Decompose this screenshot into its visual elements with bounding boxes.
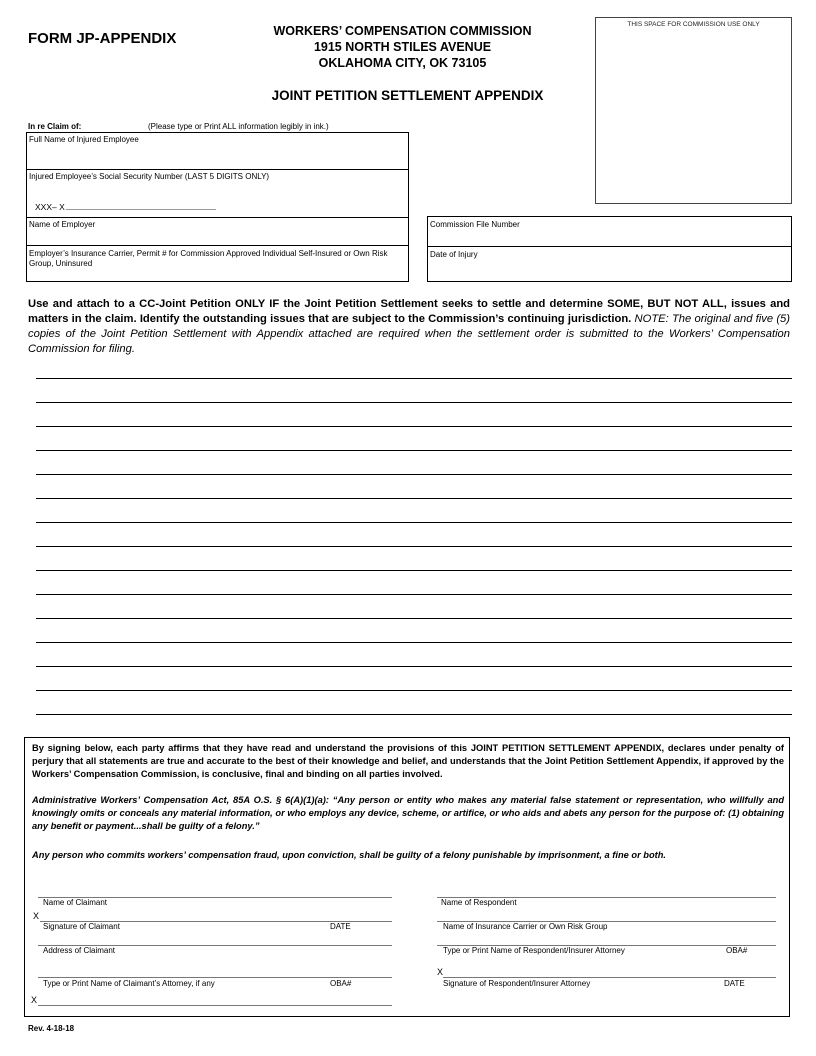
writing-line[interactable] <box>36 546 792 547</box>
form-id: FORM JP-APPENDIX <box>28 30 177 47</box>
ssn-label: Injured Employee’s Social Security Number (LAST 5 DIGITS ONLY) <box>29 172 270 181</box>
claim-note: (Please type or Print ALL information legibly in ink.) <box>148 122 329 131</box>
agency-city: OKLAHOMA CITY, OK 73105 <box>318 56 487 70</box>
ssn-field[interactable] <box>27 170 408 218</box>
claimant-address-label: Address of Claimant <box>43 946 116 955</box>
ssn-prefix: XXX– X <box>35 202 65 212</box>
respondent-oba-label: OBA# <box>726 946 748 955</box>
injury-date-label: Date of Injury <box>430 250 478 259</box>
file-number-label: Commission File Number <box>430 220 520 229</box>
commission-use-label: THIS SPACE FOR COMMISSION USE ONLY <box>627 21 760 28</box>
claimant-attorney-oba-label: OBA# <box>330 979 352 988</box>
respondent-date-label: DATE <box>724 979 745 988</box>
employer-label: Name of Employer <box>29 220 96 229</box>
fraud-warning: Any person who commits workers’ compensation fraud, upon conviction, shall be guilty of a felony punishable by imprisonment, a fine or both. <box>32 850 666 860</box>
claimant-attorney-signature-line[interactable] <box>38 1005 392 1006</box>
agency-address <box>250 23 555 71</box>
form-title: JOINT PETITION SETTLEMENT APPENDIX <box>271 88 544 103</box>
writing-line[interactable] <box>36 714 792 715</box>
writing-line[interactable] <box>36 474 792 475</box>
claimant-signature-x: X <box>33 911 40 921</box>
instructions-note: NOTE: The original and five (5) copies of the Joint Petition Settlement with Appendix attached are required when the settlement order is submitted to the Workers’ Compensation Commission for filing. <box>28 313 791 355</box>
writing-line[interactable] <box>36 666 792 667</box>
claimant-info-box <box>26 132 409 282</box>
writing-line[interactable] <box>36 570 792 571</box>
commission-use-box <box>595 17 792 204</box>
claimant-attorney-label: Type or Print Name of Claimant’s Attorney, if any <box>43 979 215 988</box>
claimant-date-label: DATE <box>330 922 351 931</box>
writing-line[interactable] <box>36 498 792 499</box>
respondent-attorney-label: Type or Print Name of Respondent/Insurer Attorney <box>443 946 625 955</box>
carrier-name-label: Name of Insurance Carrier or Own Risk Group <box>443 922 608 931</box>
respondent-signature-x: X <box>437 967 444 977</box>
writing-line[interactable] <box>36 522 792 523</box>
file-number-field[interactable] <box>428 217 791 247</box>
claimant-attorney-line[interactable] <box>38 977 392 978</box>
writing-line[interactable] <box>36 426 792 427</box>
respondent-signature-label: Signature of Respondent/Insurer Attorney <box>443 979 591 988</box>
claimant-name-label: Name of Claimant <box>43 898 108 907</box>
writing-line[interactable] <box>36 402 792 403</box>
claimant-signature-label: Signature of Claimant <box>43 922 120 931</box>
claim-label: In re Claim of: <box>28 122 82 131</box>
affirmation-text: By signing below, each party affirms that they have read and understand the provisions of this JOINT PETITION SETTLEMENT APPENDIX, declares under penalty of perjury that all statements are true and accurate to the best of their knowledge and belief, and understands that the Joint Petition Settlement Appendix, if approved by the Workers’ Compensation Commission, is conclusive, final and binding on all parties involved. <box>32 743 784 779</box>
carrier-field[interactable] <box>27 246 408 283</box>
file-info-box <box>427 216 792 282</box>
writing-line[interactable] <box>36 594 792 595</box>
respondent-signature-line[interactable] <box>443 977 776 978</box>
statute-text: Administrative Workers’ Compensation Act, 85A O.S. § 6(A)(1)(a): “Any person or entity who makes any material false statement or representation, who willfully and knowingly omits or conceals any material information, or who employs any device, scheme, or artifice, or who aids and abets any person for the purpose of: (1) obtaining any benefit or payment...shall be guilty of a felony.” <box>32 795 784 831</box>
carrier-label: Employer’s Insurance Carrier, Permit # for Commission Approved Individual Self-Insured or Own Risk Group, Uninsured <box>29 249 388 268</box>
claimant-attorney-signature-x: X <box>31 995 38 1005</box>
writing-line[interactable] <box>36 378 792 379</box>
employer-field[interactable] <box>27 218 408 246</box>
full-name-field[interactable] <box>27 133 408 170</box>
agency-street: 1915 NORTH STILES AVENUE <box>313 40 492 54</box>
instructions-bold: Use and attach to a CC-Joint Petition ONLY IF the Joint Petition Settlement seeks to settle and determine SOME, BUT NOT ALL, issues and matters in the claim. Identify the outstanding issues that are subject to the Commission’s continuing jurisdiction. <box>28 298 790 325</box>
writing-line[interactable] <box>36 642 792 643</box>
writing-line[interactable] <box>36 450 792 451</box>
writing-line[interactable] <box>36 690 792 691</box>
writing-line[interactable] <box>36 618 792 619</box>
instructions <box>28 297 790 357</box>
revision-label: Rev. 4-18-18 <box>28 1024 75 1033</box>
injury-date-field[interactable] <box>428 247 791 283</box>
respondent-name-label: Name of Respondent <box>441 898 517 907</box>
full-name-label: Full Name of Injured Employee <box>29 135 139 144</box>
agency-name: WORKERS’ COMPENSATION COMMISSION <box>273 24 532 38</box>
